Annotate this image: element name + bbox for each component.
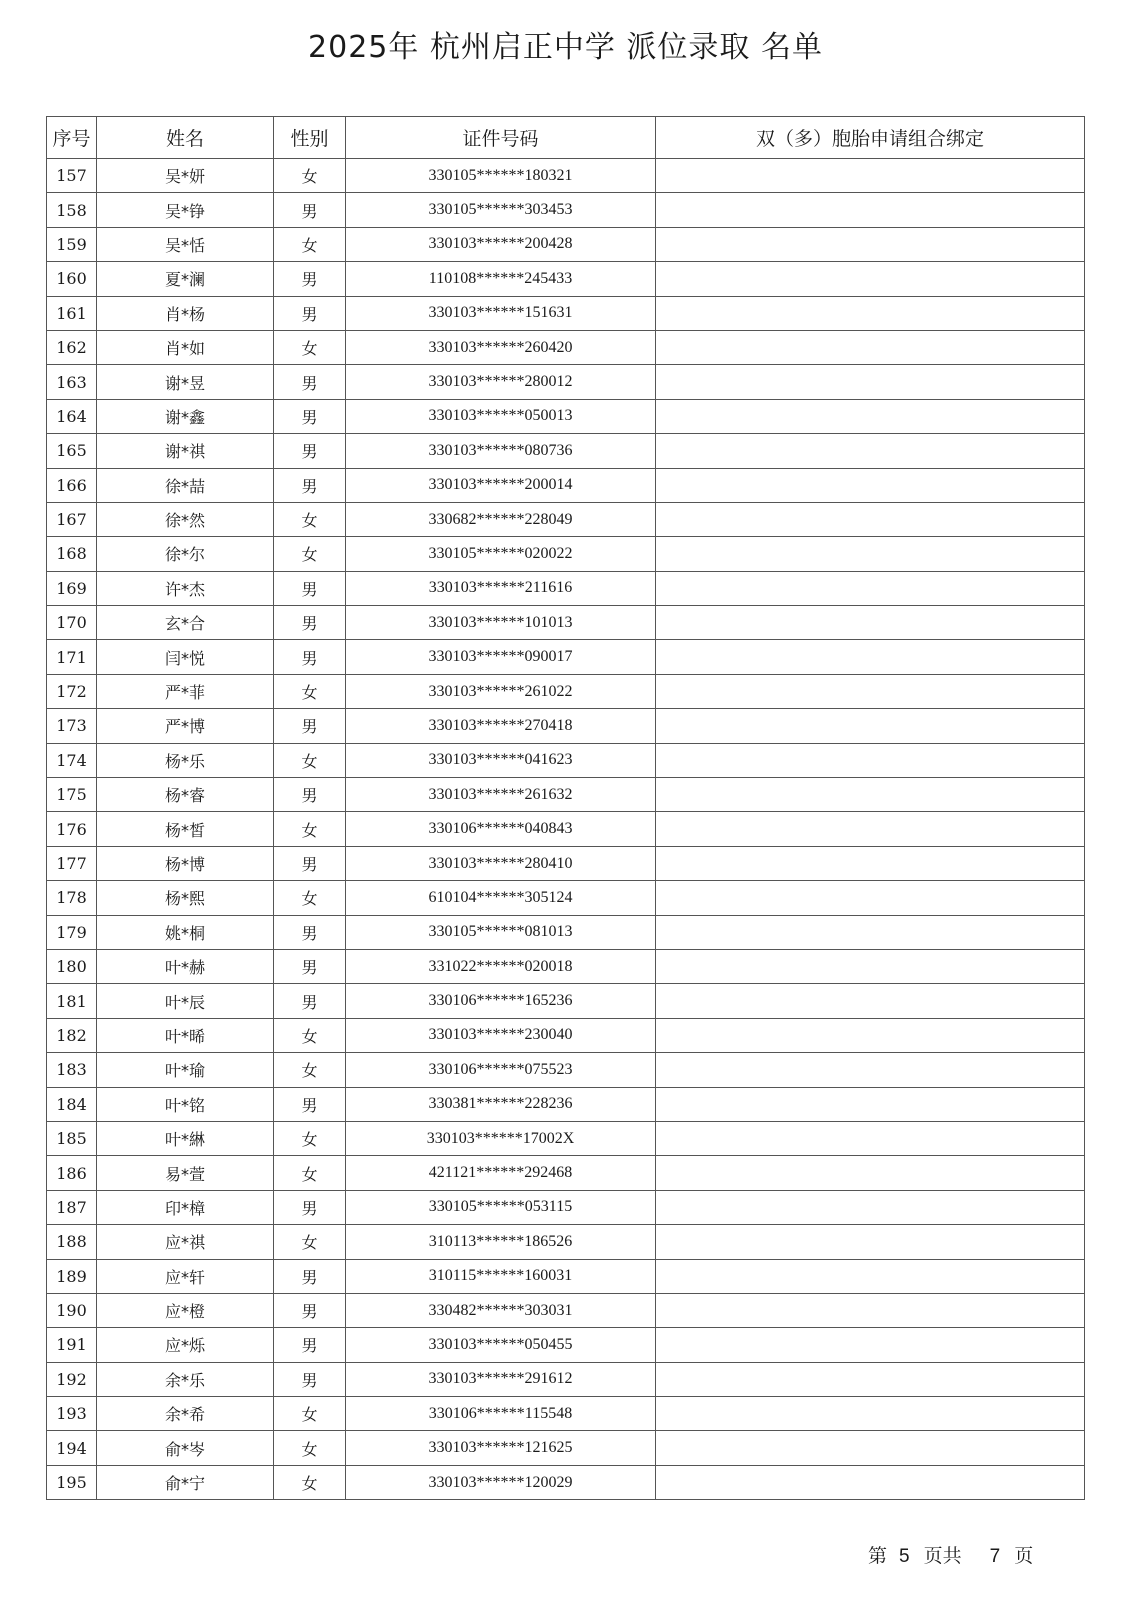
cell-twins-binding <box>656 949 1085 983</box>
table-row <box>47 949 1085 983</box>
cell-gender: 女 <box>274 674 346 708</box>
cell-seq: 179 <box>47 915 97 949</box>
cell-gender: 男 <box>274 984 346 1018</box>
cell-name: 杨*乐 <box>97 743 274 777</box>
cell-twins-binding <box>656 674 1085 708</box>
cell-id: 330106******075523 <box>346 1053 656 1087</box>
table-row <box>47 1156 1085 1190</box>
cell-seq: 165 <box>47 434 97 468</box>
cell-name: 吴*铮 <box>97 193 274 227</box>
cell-id: 330103******090017 <box>346 640 656 674</box>
cell-seq: 159 <box>47 227 97 261</box>
cell-seq: 195 <box>47 1465 97 1499</box>
cell-twins-binding <box>656 193 1085 227</box>
table-row <box>47 1259 1085 1293</box>
cell-seq: 182 <box>47 1018 97 1052</box>
cell-twins-binding <box>656 846 1085 880</box>
table-row <box>47 365 1085 399</box>
header-twins-binding: 双（多）胞胎申请组合绑定 <box>656 117 1085 159</box>
cell-gender: 男 <box>274 709 346 743</box>
cell-twins-binding <box>656 812 1085 846</box>
cell-name: 姚*桐 <box>97 915 274 949</box>
cell-twins-binding <box>656 1397 1085 1431</box>
cell-twins-binding <box>656 571 1085 605</box>
cell-name: 玄*合 <box>97 606 274 640</box>
cell-id: 330103******080736 <box>346 434 656 468</box>
cell-gender: 女 <box>274 1431 346 1465</box>
cell-gender: 男 <box>274 262 346 296</box>
cell-id: 330106******115548 <box>346 1397 656 1431</box>
cell-id: 330103******260420 <box>346 330 656 364</box>
cell-name: 严*菲 <box>97 674 274 708</box>
cell-twins-binding <box>656 502 1085 536</box>
cell-twins-binding <box>656 1190 1085 1224</box>
cell-name: 严*博 <box>97 709 274 743</box>
cell-seq: 169 <box>47 571 97 605</box>
cell-id: 330105******053115 <box>346 1190 656 1224</box>
cell-twins-binding <box>656 262 1085 296</box>
header-name: 姓名 <box>97 117 274 159</box>
footer-suffix: 页 <box>1014 1545 1034 1567</box>
table-row <box>47 227 1085 261</box>
cell-gender: 男 <box>274 915 346 949</box>
cell-name: 应*橙 <box>97 1293 274 1327</box>
cell-twins-binding <box>656 743 1085 777</box>
cell-id: 330106******165236 <box>346 984 656 1018</box>
cell-twins-binding <box>656 159 1085 193</box>
cell-id: 330103******200014 <box>346 468 656 502</box>
cell-gender: 女 <box>274 159 346 193</box>
cell-id: 330103******17002X <box>346 1121 656 1155</box>
cell-gender: 女 <box>274 1156 346 1190</box>
table-row <box>47 502 1085 536</box>
cell-name: 徐*然 <box>97 502 274 536</box>
cell-seq: 158 <box>47 193 97 227</box>
cell-gender: 男 <box>274 468 346 502</box>
cell-seq: 162 <box>47 330 97 364</box>
cell-name: 叶*赫 <box>97 949 274 983</box>
cell-name: 应*烁 <box>97 1328 274 1362</box>
table-row <box>47 193 1085 227</box>
table-row <box>47 1053 1085 1087</box>
cell-seq: 166 <box>47 468 97 502</box>
cell-twins-binding <box>656 709 1085 743</box>
cell-id: 310115******160031 <box>346 1259 656 1293</box>
cell-twins-binding <box>656 1362 1085 1396</box>
cell-seq: 168 <box>47 537 97 571</box>
cell-name: 余*希 <box>97 1397 274 1431</box>
cell-name: 印*樟 <box>97 1190 274 1224</box>
table-body <box>47 159 1085 1500</box>
cell-id: 330103******050455 <box>346 1328 656 1362</box>
table-row <box>47 571 1085 605</box>
cell-seq: 161 <box>47 296 97 330</box>
cell-id: 330105******303453 <box>346 193 656 227</box>
cell-twins-binding <box>656 1121 1085 1155</box>
table-row <box>47 262 1085 296</box>
cell-seq: 183 <box>47 1053 97 1087</box>
header-id: 证件号码 <box>346 117 656 159</box>
cell-gender: 男 <box>274 1362 346 1396</box>
table-row <box>47 846 1085 880</box>
cell-id: 330103******041623 <box>346 743 656 777</box>
cell-twins-binding <box>656 1018 1085 1052</box>
cell-name: 易*萱 <box>97 1156 274 1190</box>
table-row <box>47 1362 1085 1396</box>
cell-id: 330105******180321 <box>346 159 656 193</box>
table-row <box>47 881 1085 915</box>
table-row <box>47 296 1085 330</box>
cell-gender: 男 <box>274 399 346 433</box>
cell-id: 330103******280410 <box>346 846 656 880</box>
cell-seq: 186 <box>47 1156 97 1190</box>
cell-id: 421121******292468 <box>346 1156 656 1190</box>
cell-name: 谢*祺 <box>97 434 274 468</box>
table-row <box>47 1225 1085 1259</box>
table-row <box>47 1397 1085 1431</box>
table-row <box>47 468 1085 502</box>
cell-gender: 男 <box>274 949 346 983</box>
cell-seq: 180 <box>47 949 97 983</box>
table-row <box>47 812 1085 846</box>
cell-twins-binding <box>656 434 1085 468</box>
table-row <box>47 537 1085 571</box>
cell-gender: 男 <box>274 296 346 330</box>
cell-twins-binding <box>656 984 1085 1018</box>
cell-id: 330682******228049 <box>346 502 656 536</box>
cell-gender: 男 <box>274 1259 346 1293</box>
footer-page-number: 5 <box>899 1546 910 1567</box>
cell-id: 330103******211616 <box>346 571 656 605</box>
header-seq: 序号 <box>47 117 97 159</box>
cell-seq: 175 <box>47 778 97 812</box>
cell-id: 110108******245433 <box>346 262 656 296</box>
cell-seq: 176 <box>47 812 97 846</box>
cell-name: 叶*瑜 <box>97 1053 274 1087</box>
cell-twins-binding <box>656 468 1085 502</box>
cell-name: 叶*晞 <box>97 1018 274 1052</box>
cell-id: 330103******050013 <box>346 399 656 433</box>
cell-id: 330103******280012 <box>346 365 656 399</box>
cell-name: 俞*岑 <box>97 1431 274 1465</box>
cell-twins-binding <box>656 1293 1085 1327</box>
table-row <box>47 1087 1085 1121</box>
cell-seq: 164 <box>47 399 97 433</box>
cell-name: 应*轩 <box>97 1259 274 1293</box>
cell-gender: 男 <box>274 1190 346 1224</box>
cell-name: 杨*睿 <box>97 778 274 812</box>
cell-seq: 170 <box>47 606 97 640</box>
cell-twins-binding <box>656 296 1085 330</box>
cell-twins-binding <box>656 915 1085 949</box>
cell-id: 330103******261632 <box>346 778 656 812</box>
cell-name: 杨*博 <box>97 846 274 880</box>
cell-gender: 男 <box>274 193 346 227</box>
table-row <box>47 434 1085 468</box>
cell-seq: 157 <box>47 159 97 193</box>
header-gender: 性别 <box>274 117 346 159</box>
cell-twins-binding <box>656 778 1085 812</box>
cell-gender: 女 <box>274 537 346 571</box>
cell-seq: 191 <box>47 1328 97 1362</box>
table-row <box>47 330 1085 364</box>
cell-seq: 187 <box>47 1190 97 1224</box>
table-row <box>47 606 1085 640</box>
cell-gender: 女 <box>274 227 346 261</box>
cell-gender: 男 <box>274 434 346 468</box>
cell-name: 徐*喆 <box>97 468 274 502</box>
cell-name: 谢*鑫 <box>97 399 274 433</box>
table-row <box>47 1190 1085 1224</box>
document-title: 2025年 杭州启正中学 派位录取 名单 <box>308 30 823 65</box>
table-row <box>47 159 1085 193</box>
table-row <box>47 1465 1085 1499</box>
cell-gender: 女 <box>274 1225 346 1259</box>
cell-twins-binding <box>656 1328 1085 1362</box>
table-row <box>47 1121 1085 1155</box>
admission-table <box>46 116 1085 1500</box>
cell-seq: 184 <box>47 1087 97 1121</box>
table-row <box>47 1018 1085 1052</box>
cell-twins-binding <box>656 227 1085 261</box>
cell-seq: 160 <box>47 262 97 296</box>
cell-gender: 男 <box>274 571 346 605</box>
cell-twins-binding <box>656 1465 1085 1499</box>
cell-seq: 174 <box>47 743 97 777</box>
cell-gender: 女 <box>274 502 346 536</box>
cell-id: 330103******120029 <box>346 1465 656 1499</box>
cell-id: 330103******291612 <box>346 1362 656 1396</box>
cell-twins-binding <box>656 881 1085 915</box>
cell-name: 闫*悦 <box>97 640 274 674</box>
page-footer <box>868 1541 1033 1568</box>
cell-id: 330105******081013 <box>346 915 656 949</box>
cell-name: 夏*澜 <box>97 262 274 296</box>
table-row <box>47 984 1085 1018</box>
cell-name: 肖*如 <box>97 330 274 364</box>
cell-gender: 女 <box>274 1018 346 1052</box>
cell-twins-binding <box>656 640 1085 674</box>
cell-id: 330106******040843 <box>346 812 656 846</box>
table-row <box>47 399 1085 433</box>
cell-seq: 167 <box>47 502 97 536</box>
cell-gender: 女 <box>274 1121 346 1155</box>
cell-twins-binding <box>656 1259 1085 1293</box>
cell-name: 吴*恬 <box>97 227 274 261</box>
table-row <box>47 640 1085 674</box>
cell-gender: 女 <box>274 1397 346 1431</box>
cell-gender: 女 <box>274 1053 346 1087</box>
cell-name: 叶*辰 <box>97 984 274 1018</box>
cell-seq: 190 <box>47 1293 97 1327</box>
cell-id: 330103******261022 <box>346 674 656 708</box>
cell-id: 330103******121625 <box>346 1431 656 1465</box>
table-row <box>47 1431 1085 1465</box>
cell-seq: 193 <box>47 1397 97 1431</box>
cell-seq: 178 <box>47 881 97 915</box>
cell-seq: 189 <box>47 1259 97 1293</box>
cell-twins-binding <box>656 1156 1085 1190</box>
cell-name: 许*杰 <box>97 571 274 605</box>
cell-seq: 163 <box>47 365 97 399</box>
cell-id: 310113******186526 <box>346 1225 656 1259</box>
cell-name: 叶*綝 <box>97 1121 274 1155</box>
cell-seq: 188 <box>47 1225 97 1259</box>
cell-gender: 男 <box>274 606 346 640</box>
cell-id: 330103******101013 <box>346 606 656 640</box>
cell-name: 肖*杨 <box>97 296 274 330</box>
cell-gender: 男 <box>274 1087 346 1121</box>
cell-id: 330381******228236 <box>346 1087 656 1121</box>
cell-gender: 男 <box>274 778 346 812</box>
table-row <box>47 743 1085 777</box>
cell-gender: 男 <box>274 640 346 674</box>
table-row <box>47 709 1085 743</box>
footer-total-pages: 7 <box>989 1546 1001 1567</box>
table-row <box>47 778 1085 812</box>
table-row <box>47 915 1085 949</box>
cell-seq: 194 <box>47 1431 97 1465</box>
cell-seq: 181 <box>47 984 97 1018</box>
cell-id: 331022******020018 <box>346 949 656 983</box>
cell-twins-binding <box>656 537 1085 571</box>
cell-seq: 173 <box>47 709 97 743</box>
cell-seq: 185 <box>47 1121 97 1155</box>
cell-name: 余*乐 <box>97 1362 274 1396</box>
cell-gender: 男 <box>274 365 346 399</box>
footer-prefix: 第 <box>868 1545 888 1567</box>
cell-twins-binding <box>656 1225 1085 1259</box>
cell-id: 330105******020022 <box>346 537 656 571</box>
cell-id: 330103******151631 <box>346 296 656 330</box>
cell-gender: 男 <box>274 1293 346 1327</box>
cell-name: 叶*铭 <box>97 1087 274 1121</box>
cell-twins-binding <box>656 606 1085 640</box>
cell-name: 俞*宁 <box>97 1465 274 1499</box>
cell-id: 330103******200428 <box>346 227 656 261</box>
cell-name: 杨*皙 <box>97 812 274 846</box>
cell-name: 徐*尔 <box>97 537 274 571</box>
cell-twins-binding <box>656 1087 1085 1121</box>
cell-twins-binding <box>656 1053 1085 1087</box>
table-row <box>47 1328 1085 1362</box>
cell-gender: 男 <box>274 846 346 880</box>
cell-seq: 171 <box>47 640 97 674</box>
cell-id: 330103******270418 <box>346 709 656 743</box>
cell-name: 吴*妍 <box>97 159 274 193</box>
cell-id: 610104******305124 <box>346 881 656 915</box>
table-row <box>47 1293 1085 1327</box>
cell-twins-binding <box>656 365 1085 399</box>
cell-gender: 女 <box>274 1465 346 1499</box>
footer-middle: 页共 <box>923 1545 962 1567</box>
cell-gender: 女 <box>274 330 346 364</box>
cell-twins-binding <box>656 399 1085 433</box>
cell-twins-binding <box>656 1431 1085 1465</box>
table-row <box>47 674 1085 708</box>
cell-seq: 172 <box>47 674 97 708</box>
cell-gender: 女 <box>274 743 346 777</box>
cell-name: 谢*昱 <box>97 365 274 399</box>
cell-seq: 177 <box>47 846 97 880</box>
cell-gender: 女 <box>274 881 346 915</box>
cell-gender: 男 <box>274 1328 346 1362</box>
cell-id: 330482******303031 <box>346 1293 656 1327</box>
table-header-row <box>47 117 1085 159</box>
cell-name: 应*祺 <box>97 1225 274 1259</box>
cell-id: 330103******230040 <box>346 1018 656 1052</box>
cell-name: 杨*熙 <box>97 881 274 915</box>
cell-twins-binding <box>656 330 1085 364</box>
cell-seq: 192 <box>47 1362 97 1396</box>
cell-gender: 女 <box>274 812 346 846</box>
